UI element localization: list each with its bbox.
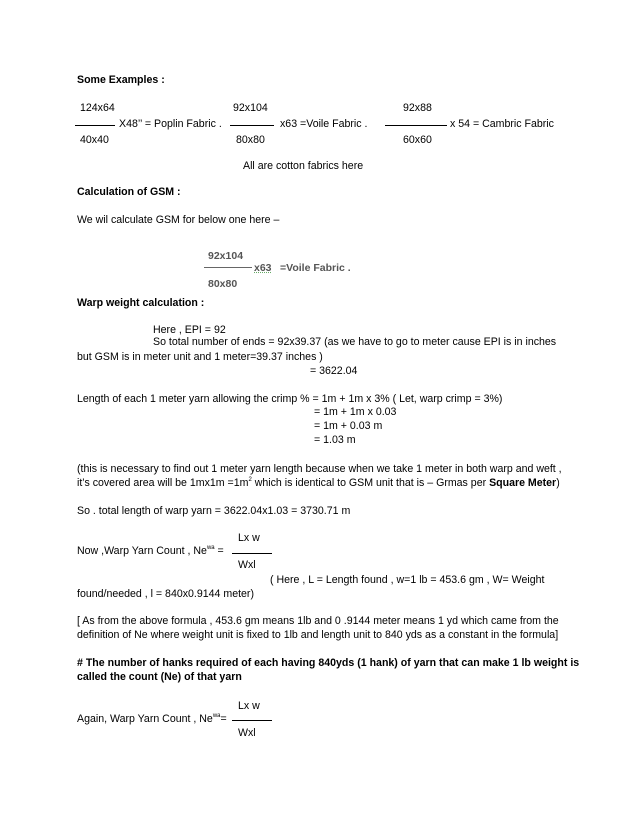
cotton-note: All are cotton fabrics here <box>243 160 364 172</box>
poplin-denominator: 40x40 <box>80 134 109 146</box>
epi-line: Here , EPI = 92 <box>153 324 226 336</box>
note-line-2: it’s covered area will be $1mx1m =1m^2$ which is identical to GSM unit that is – Grmas per Square Meter) <box>77 477 560 489</box>
count2-fraction-bar <box>232 720 272 721</box>
note-line-1: (this is necessary to find out 1 meter yarn length because when we take 1 meter in both warp and weft , <box>77 463 562 475</box>
image-fraction-bar <box>204 267 252 268</box>
length-line: Length of each 1 meter yarn allowing the crimp % = 1m + 1m x 3% ( Let, warp crimp = 3%) <box>77 393 503 405</box>
ends-line-1: So total number of ends = 92x39.37 (as we have to go to meter cause EPI is in inches <box>153 336 557 348</box>
voile-numerator: 92x104 <box>233 102 268 114</box>
gsm-intro: We wil calculate GSM for below one here – <box>77 214 280 226</box>
voile-text: x63 =Voile Fabric . <box>280 118 368 130</box>
gsm-heading: Calculation of GSM : <box>77 186 181 198</box>
count1-denominator: Wxl <box>238 559 256 571</box>
total-length: So . total length of warp yarn = 3622.04x1.03 = 3730.71 m <box>77 505 351 517</box>
cambric-fraction-bar <box>385 125 447 126</box>
length-step-2: = 1m + 0.03 m <box>314 420 383 432</box>
here-line-1: ( Here , L = Length found , w=1 lb = 453.6 gm , W= Weight <box>270 574 545 586</box>
cambric-text: x 54 = Cambric Fabric <box>450 118 554 130</box>
definition-line-2: called the count (Ne) of that yarn <box>77 671 242 683</box>
count2-denominator: Wxl <box>238 727 256 739</box>
count1-label: Now ,Warp Yarn Count , $Ne^{wa}$ = <box>77 545 224 557</box>
voile-denominator: 80x80 <box>236 134 265 146</box>
ends-result: = 3622.04 <box>310 365 358 377</box>
image-denominator: 80x80 <box>208 278 238 290</box>
cambric-numerator: 92x88 <box>403 102 432 114</box>
poplin-text: X48’’ = Poplin Fabric . <box>119 118 222 130</box>
examples-heading: Some Examples : <box>77 74 165 86</box>
count2-label: Again, Warp Yarn Count , $Ne^{wa}=$ <box>77 713 227 725</box>
image-multiplier: x63 <box>254 262 272 274</box>
count1-numerator: Lx w <box>238 532 260 544</box>
poplin-fraction-bar <box>75 125 115 126</box>
definition-line-1: # The number of hanks required of each having 840yds (1 hank) of yarn that can make 1 lb weight is <box>77 657 580 669</box>
warp-heading: Warp weight calculation : <box>77 297 205 309</box>
here-line-2: found/needed , l = 840x0.9144 meter) <box>77 588 254 600</box>
bracket-line-1: [ As from the above formula , 453.6 gm means 1lb and 0 .9144 meter means 1 yd which came from the <box>77 615 559 627</box>
bracket-line-2: definition of Ne where weight unit is fixed to 1lb and length unit to 840 yds as a constant in the formula] <box>77 629 559 641</box>
poplin-numerator: 124x64 <box>80 102 115 114</box>
cambric-denominator: 60x60 <box>403 134 432 146</box>
voile-formula-image <box>196 247 356 295</box>
count2-numerator: Lx w <box>238 700 260 712</box>
image-tail: =Voile Fabric . <box>280 262 351 274</box>
length-step-1: = 1m + 1m x 0.03 <box>314 406 397 418</box>
image-numerator: 92x104 <box>208 250 244 262</box>
count1-fraction-bar <box>232 553 272 554</box>
ends-line-2: but GSM is in meter unit and 1 meter=39.37 inches ) <box>77 351 323 363</box>
voile-fraction-bar <box>230 125 274 126</box>
length-step-3: = 1.03 m <box>314 434 356 446</box>
